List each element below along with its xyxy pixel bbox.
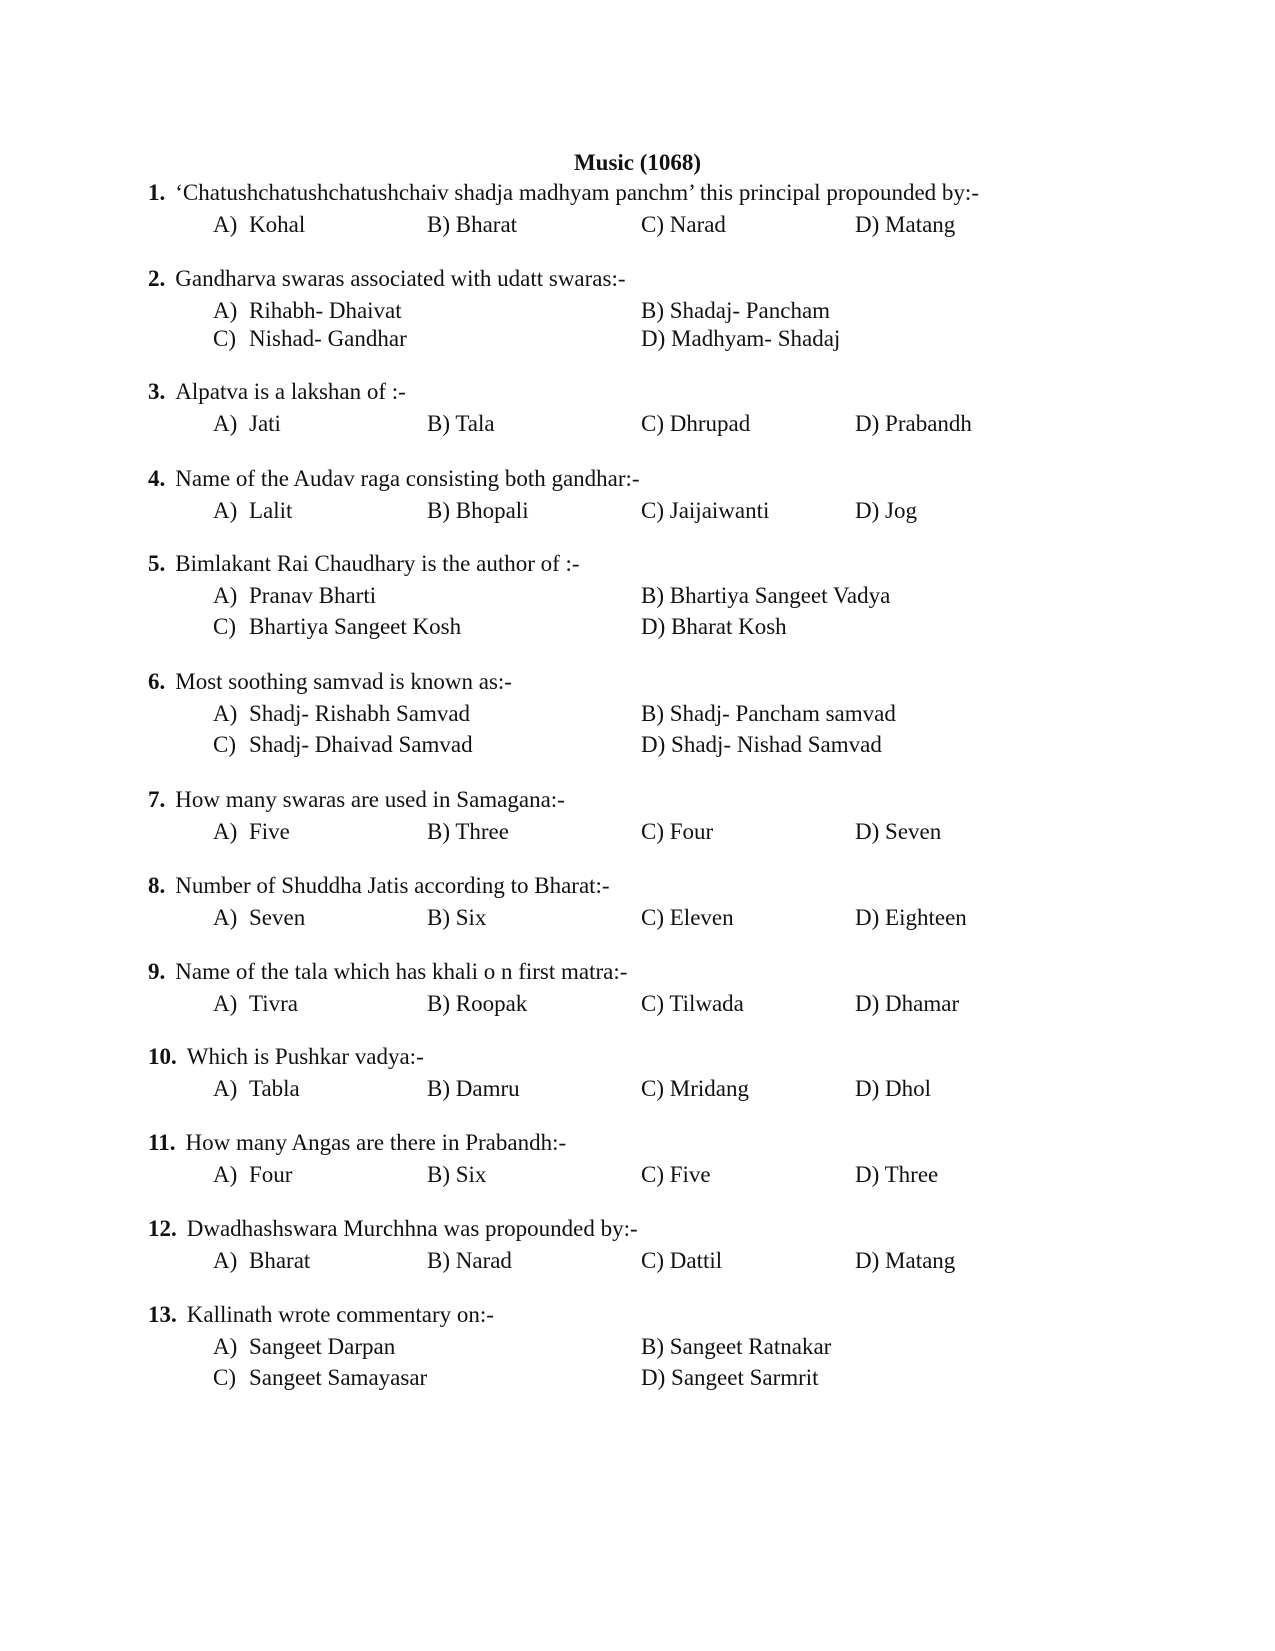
option-text: Six [455,1162,487,1187]
option-letter: D) [855,1248,880,1273]
option-c [641,817,713,847]
option-b [427,817,509,847]
option-letter: C) [641,1248,664,1273]
question-text: Most soothing samvad is known as:- [175,669,512,694]
option-text: Sangeet Sarmrit [671,1365,819,1390]
option-text: Five [669,1162,711,1187]
question-number: 10. [148,1044,177,1069]
option-letter: A) [213,1076,238,1101]
option-a [213,296,402,326]
question-stem [148,1128,566,1158]
option-text: Eleven [669,905,734,930]
question-number: 8. [148,873,166,898]
option-letter: A) [213,583,238,608]
option-b [641,581,890,611]
question-number: 1. [148,180,166,205]
question-number: 2. [148,266,166,291]
option-text: Narad [669,212,726,237]
option-a [213,903,305,933]
option-letter: B) [641,701,664,726]
option-letter: A) [213,1248,238,1273]
option-text: Bharat Kosh [671,614,787,639]
option-text: Bhopali [455,498,529,523]
option-a [213,699,470,729]
option-text: Shadj- Nishad Samvad [671,732,882,757]
option-text: Three [884,1162,939,1187]
option-text: Lalit [249,498,293,523]
option-text: Damru [455,1076,520,1101]
question-stem [148,178,979,208]
question-stem [148,871,610,901]
option-a [213,1332,395,1362]
option-c [641,210,726,240]
option-letter: D) [641,1365,666,1390]
option-b [641,1332,831,1362]
option-letter: D) [855,212,880,237]
option-letter: C) [641,212,664,237]
option-a [213,1160,292,1190]
option-letter: A) [213,905,238,930]
option-c [641,903,734,933]
option-text: Tala [455,411,495,436]
option-letter: D) [855,498,880,523]
option-text: Dhrupad [669,411,751,436]
option-letter: D) [855,819,880,844]
option-b [427,1074,520,1104]
option-d [855,1074,931,1104]
option-text: Mridang [669,1076,749,1101]
option-text: Four [249,1162,293,1187]
option-b [427,210,517,240]
option-c [213,730,473,760]
question-stem [148,549,580,579]
question-text: Number of Shuddha Jatis according to Bharat:- [175,873,610,898]
option-a [213,409,281,439]
option-letter: C) [641,1162,664,1187]
option-letter: A) [213,991,238,1016]
question-stem [148,1300,494,1330]
option-letter: D) [641,326,666,351]
option-b [427,496,529,526]
question-number: 5. [148,551,166,576]
option-letter: B) [427,212,450,237]
option-b [427,903,486,933]
option-letter: D) [855,905,880,930]
option-text: Matang [885,1248,956,1273]
option-d [641,730,882,760]
option-letter: C) [641,411,664,436]
option-b [427,409,495,439]
option-c [213,612,461,642]
option-text: Matang [885,212,956,237]
option-c [641,409,750,439]
option-letter: C) [641,905,664,930]
option-d [641,612,787,642]
question-number: 4. [148,466,166,491]
option-letter: D) [641,614,666,639]
option-text: Tivra [249,991,298,1016]
option-b [427,1160,486,1190]
question-number: 7. [148,787,166,812]
question-number: 3. [148,379,166,404]
question-number: 6. [148,669,166,694]
option-text: Sangeet Darpan [249,1334,396,1359]
question-text: Name of the Audav raga consisting both gandhar:- [175,466,640,491]
option-b [641,296,830,326]
option-c [641,989,744,1019]
question-text: Alpatva is a lakshan of :- [175,379,406,404]
option-text: Four [669,819,714,844]
option-letter: D) [855,1162,880,1187]
option-letter: B) [641,583,664,608]
option-a [213,496,292,526]
option-text: Roopak [455,991,528,1016]
option-text: Bharat [455,212,518,237]
question-text: How many Angas are there in Prabandh:- [185,1130,567,1155]
option-letter: A) [213,819,238,844]
option-letter: B) [427,1248,450,1273]
option-letter: C) [213,326,236,351]
option-text: Sangeet Ratnakar [669,1334,832,1359]
option-a [213,817,290,847]
option-a [213,1246,310,1276]
option-letter: B) [641,1334,664,1359]
option-text: Dhamar [885,991,960,1016]
option-text: Bhartiya Sangeet Kosh [249,614,462,639]
option-text: Rihabh- Dhaivat [249,298,402,323]
option-letter: B) [427,498,450,523]
page-title: Music (1068) [573,150,702,175]
option-c [641,1246,722,1276]
question-text: How many swaras are used in Samagana:- [175,787,565,812]
option-letter: B) [641,298,664,323]
question-text: Name of the tala which has khali o n first matra:- [175,959,628,984]
option-text: Nishad- Gandhar [249,326,407,351]
option-d [855,1160,938,1190]
option-letter: A) [213,298,238,323]
option-letter: C) [213,1365,236,1390]
option-d [855,1246,955,1276]
option-d [855,496,917,526]
option-d [855,903,967,933]
option-text: Jati [249,411,281,436]
option-text: Three [455,819,509,844]
option-letter: C) [641,991,664,1016]
option-b [641,699,896,729]
question-stem [148,785,565,815]
option-text: Bharat [249,1248,311,1273]
option-a [213,989,298,1019]
option-a [213,1074,300,1104]
option-d [855,817,941,847]
option-letter: D) [855,991,880,1016]
option-text: Kohal [249,212,306,237]
option-d [641,1363,819,1393]
option-letter: C) [641,1076,664,1101]
option-text: Tabla [249,1076,300,1101]
option-d [855,210,955,240]
option-letter: D) [855,411,880,436]
option-letter: B) [427,905,450,930]
question-number: 12. [148,1216,177,1241]
option-letter: A) [213,498,238,523]
question-stem [148,1042,424,1072]
question-stem [148,464,640,494]
option-text: Bhartiya Sangeet Vadya [669,583,891,608]
option-d [855,409,972,439]
option-letter: B) [427,411,450,436]
question-stem [148,264,626,294]
question-text: Bimlakant Rai Chaudhary is the author of :- [175,551,580,576]
option-d [855,989,959,1019]
option-letter: C) [641,498,664,523]
option-letter: A) [213,411,238,436]
option-c [213,1363,427,1393]
question-stem [148,377,406,407]
option-text: Jaijaiwanti [669,498,770,523]
option-letter: B) [427,1076,450,1101]
option-letter: B) [427,1162,450,1187]
option-text: Dattil [669,1248,723,1273]
option-b [427,1246,512,1276]
option-letter: B) [427,819,450,844]
option-text: Five [249,819,290,844]
option-letter: A) [213,1162,238,1187]
option-text: Six [455,905,487,930]
option-text: Sangeet Samayasar [249,1365,428,1390]
question-text: Which is Pushkar vadya:- [186,1044,424,1069]
question-text: Gandharva swaras associated with udatt swaras:- [175,266,626,291]
question-number: 13. [148,1302,177,1327]
option-text: Narad [455,1248,512,1273]
option-text: Seven [249,905,306,930]
question-text: ‘Chatushchatushchatushchaiv shadja madhyam panchm’ this principal propounded by:- [175,180,979,205]
option-text: Prabandh [885,411,972,436]
option-letter: C) [213,614,236,639]
option-text: Shadaj- Pancham [669,298,831,323]
option-text: Madhyam- Shadaj [671,326,841,351]
option-text: Pranav Bharti [249,583,377,608]
option-letter: D) [855,1076,880,1101]
option-text: Tilwada [669,991,744,1016]
option-letter: A) [213,701,238,726]
option-text: Shadj- Pancham samvad [669,701,896,726]
option-text: Eighteen [885,905,967,930]
option-letter: A) [213,1334,238,1359]
question-stem [148,667,512,697]
option-letter: A) [213,212,238,237]
question-text: Kallinath wrote commentary on:- [186,1302,494,1327]
option-letter: B) [427,991,450,1016]
option-text: Shadj- Rishabh Samvad [249,701,471,726]
option-a [213,581,376,611]
question-text: Dwadhashswara Murchhna was propounded by:- [186,1216,638,1241]
option-letter: C) [641,819,664,844]
option-c [213,324,407,354]
question-number: 11. [148,1130,176,1155]
question-stem [148,1214,638,1244]
option-c [641,496,769,526]
option-c [641,1160,711,1190]
option-text: Shadj- Dhaivad Samvad [249,732,473,757]
option-d [641,324,840,354]
option-text: Dhol [885,1076,932,1101]
option-text: Seven [885,819,942,844]
question-stem [148,957,627,987]
option-letter: D) [641,732,666,757]
question-number: 9. [148,959,166,984]
option-text: Jog [885,498,917,523]
option-letter: C) [213,732,236,757]
option-a [213,210,305,240]
option-b [427,989,527,1019]
option-c [641,1074,749,1104]
